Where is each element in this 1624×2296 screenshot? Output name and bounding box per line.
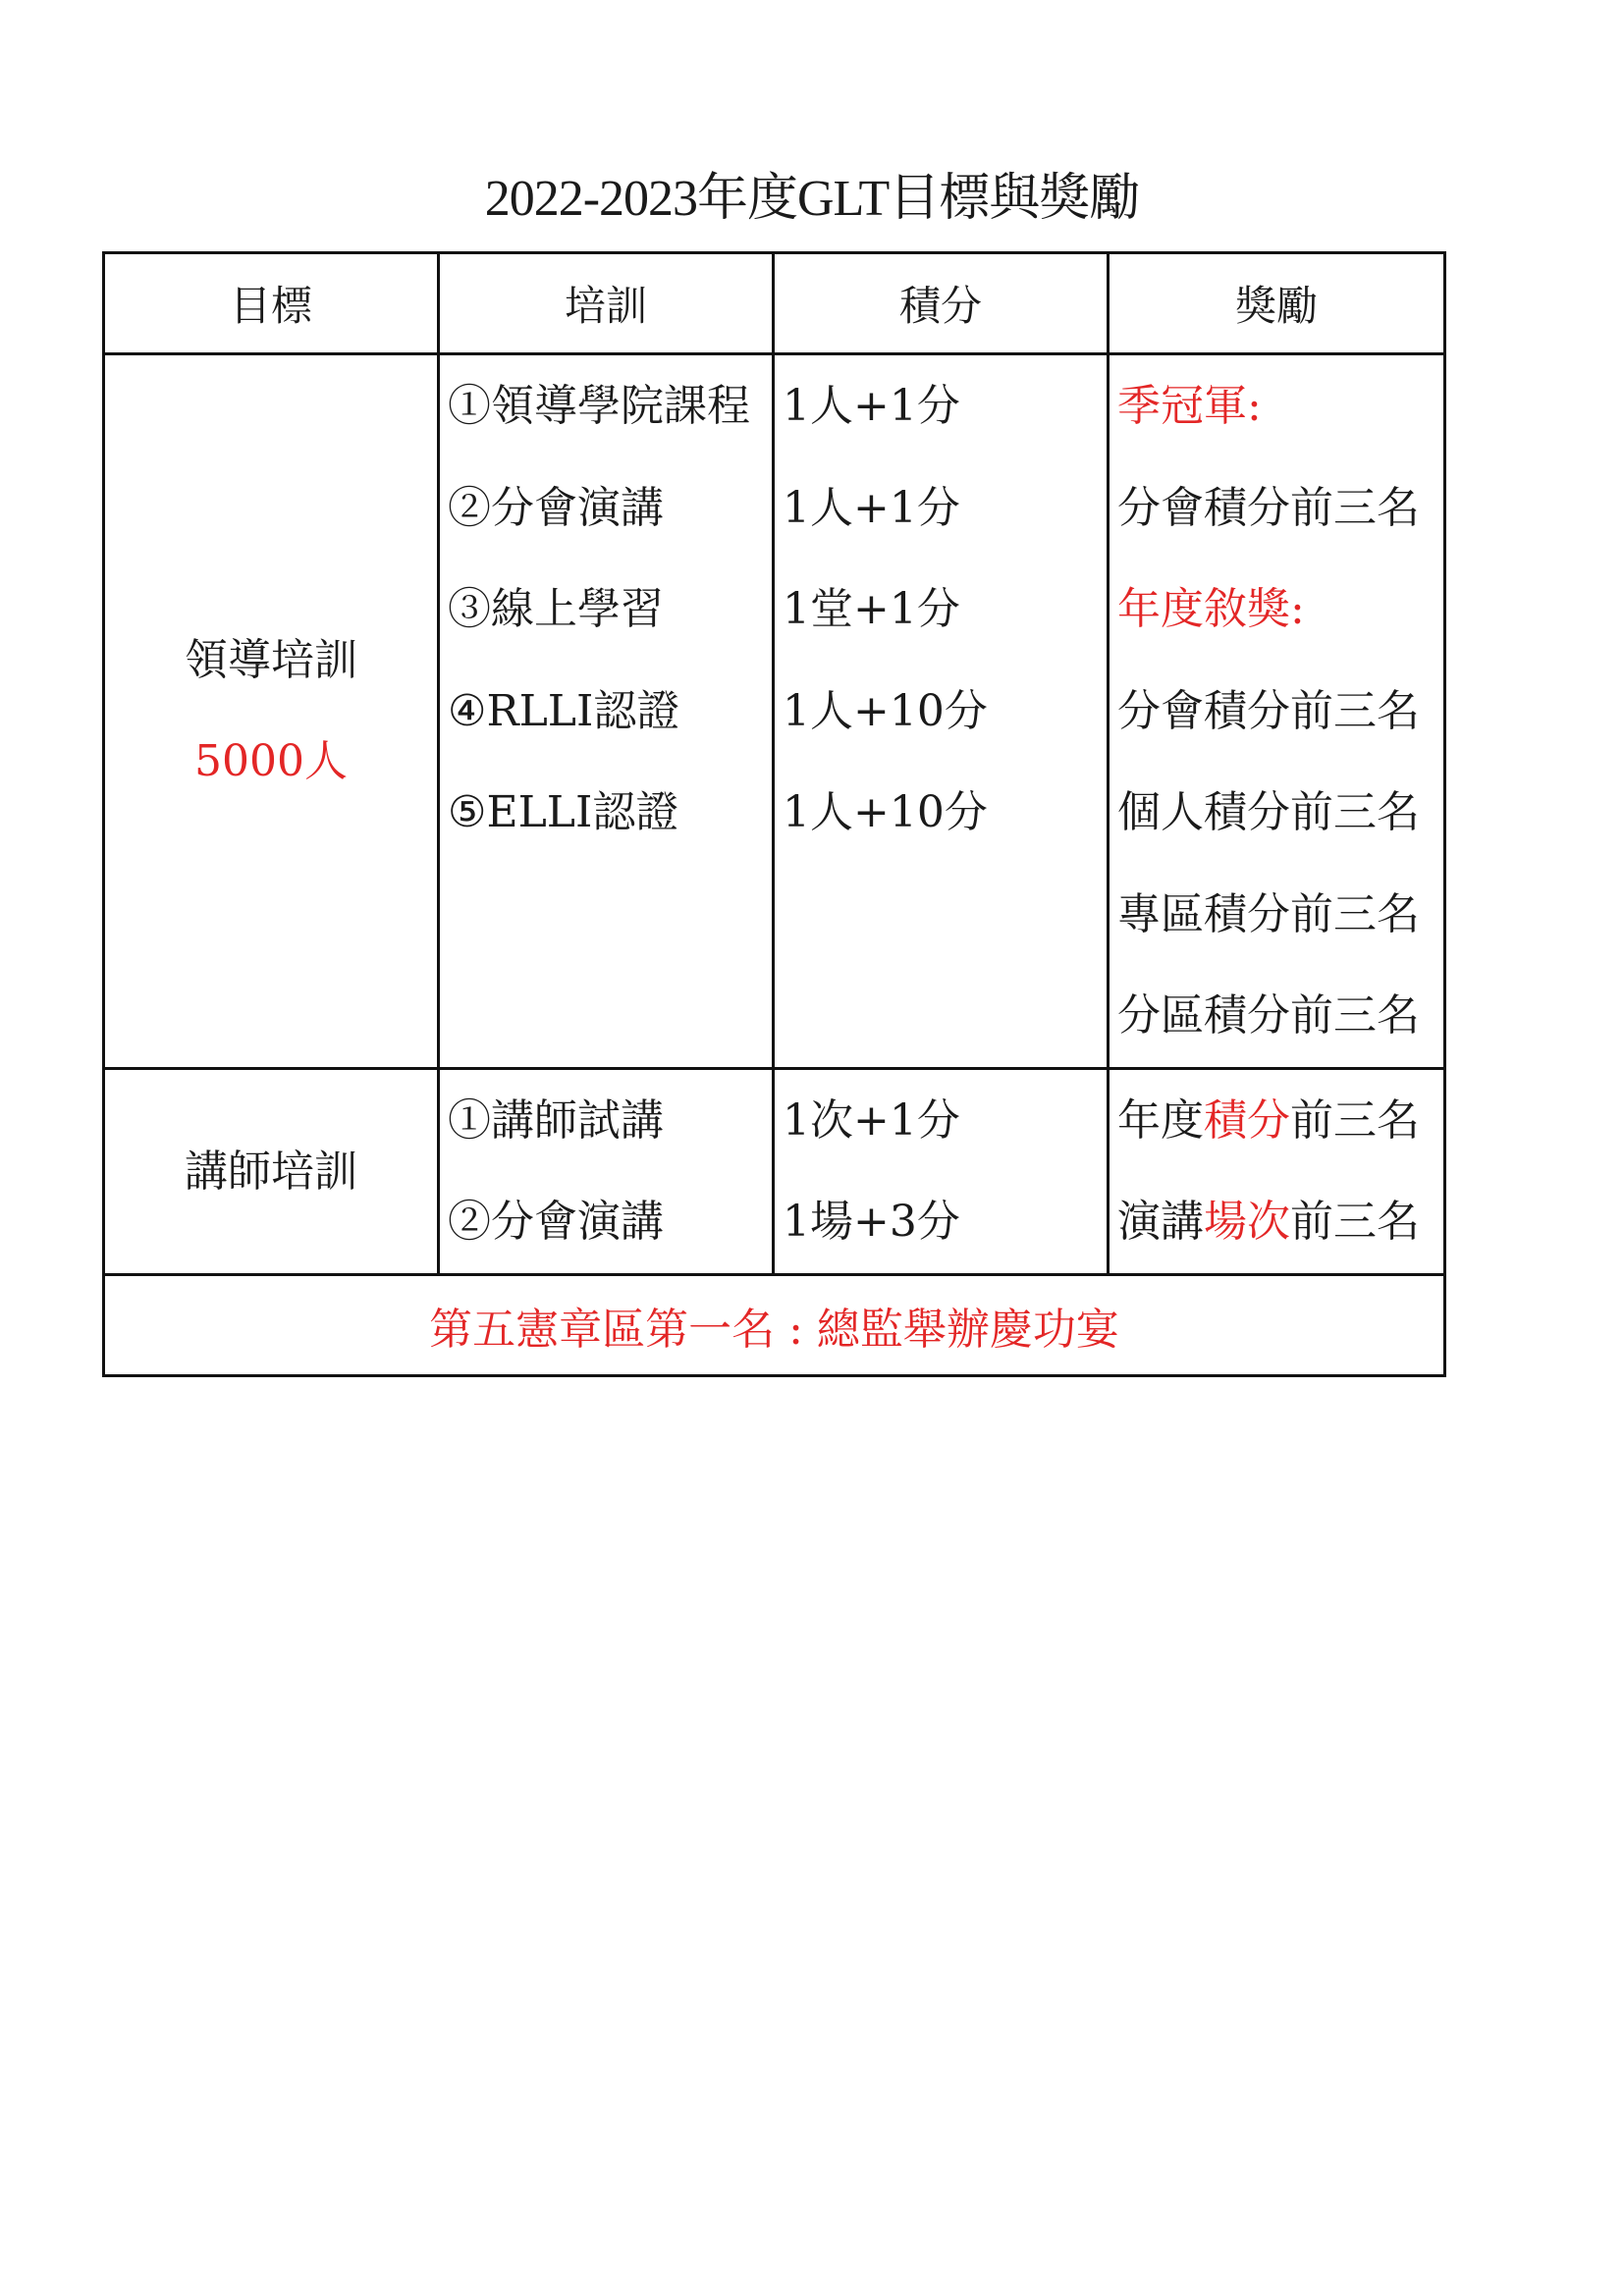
- points-item: 1場+3分: [783, 1197, 960, 1247]
- table-row-instructor: [104, 1068, 1445, 1274]
- training-item: ①領導學院課程: [448, 381, 750, 431]
- header-goal: 目標: [104, 253, 439, 354]
- goal-cell-instructor: [104, 1068, 439, 1274]
- goal-target: 5000人: [194, 736, 348, 787]
- goal-cell-leadership: [104, 354, 439, 1069]
- training-item: ③線上學習: [448, 584, 664, 634]
- reward-item: [1110, 1171, 1443, 1273]
- reward-item: 專區積分前三名: [1117, 888, 1420, 939]
- points-item: 1人+1分: [783, 381, 960, 431]
- reward-suffix: 前三名: [1290, 1095, 1420, 1146]
- rewards-cell-leadership: [1109, 354, 1445, 1069]
- header-rewards: 獎勵: [1109, 253, 1445, 354]
- rewards-cell-instructor: [1109, 1068, 1445, 1274]
- reward-item: [1110, 1070, 1443, 1172]
- reward-prefix: 年度: [1117, 1095, 1204, 1146]
- page-title: 2022-2023年度GLT目標與獎勵: [484, 171, 1140, 227]
- training-item: ②分會演講: [448, 1197, 664, 1247]
- points-item: 1堂+1分: [783, 584, 960, 634]
- goal-name: 講師培訓: [185, 1146, 357, 1197]
- points-cell-instructor: [774, 1068, 1109, 1274]
- table-footer-row: [104, 1274, 1445, 1375]
- points-item: 1人+10分: [783, 685, 988, 736]
- reward-item: 分區積分前三名: [1117, 990, 1420, 1041]
- header-points: 積分: [774, 253, 1109, 354]
- reward-item: 分會積分前三名: [1117, 685, 1420, 736]
- footer-note: 第五憲章區第一名 : 總監舉辦慶功宴: [104, 1274, 1445, 1375]
- training-item: ①講師試講: [448, 1095, 664, 1146]
- training-cell-leadership: [439, 354, 774, 1069]
- training-item: ⑤ELLI認證: [448, 787, 679, 837]
- points-cell-leadership: [774, 354, 1109, 1069]
- table-row-leadership: [104, 354, 1445, 1069]
- reward-highlight: 積分: [1204, 1095, 1290, 1146]
- goal-name: 領導培訓: [185, 635, 357, 686]
- reward-heading: 年度敘獎:: [1117, 584, 1305, 634]
- reward-prefix: 演講: [1117, 1197, 1204, 1247]
- points-item: 1人+10分: [783, 787, 988, 837]
- reward-suffix: 前三名: [1290, 1197, 1420, 1247]
- goals-rewards-table: [102, 251, 1446, 1377]
- training-cell-instructor: [439, 1068, 774, 1274]
- points-item: 1次+1分: [783, 1095, 960, 1146]
- table-header-row: [104, 253, 1445, 354]
- training-item: ②分會演講: [448, 482, 664, 533]
- reward-highlight: 場次: [1204, 1197, 1290, 1247]
- reward-item: 分會積分前三名: [1117, 482, 1420, 533]
- reward-heading: 季冠軍:: [1117, 381, 1262, 431]
- points-item: 1人+1分: [783, 482, 960, 533]
- training-item: ④RLLI認證: [448, 685, 680, 736]
- header-training: 培訓: [439, 253, 774, 354]
- reward-item: 個人積分前三名: [1117, 787, 1420, 837]
